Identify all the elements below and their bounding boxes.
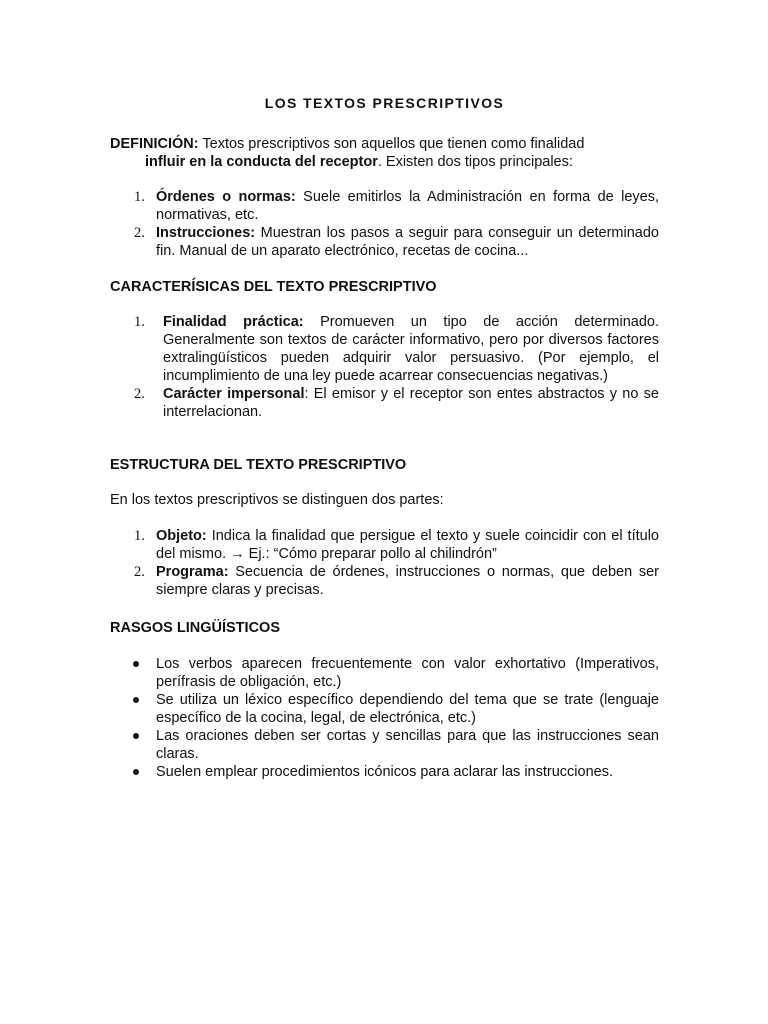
list-number: 1. <box>134 314 145 330</box>
list-number: 2. <box>134 564 145 580</box>
list-number: 1. <box>134 528 145 544</box>
list-number: 2. <box>134 225 145 241</box>
list-term: Objeto: <box>156 528 207 544</box>
bullet-icon <box>133 769 139 775</box>
list-item <box>110 763 659 781</box>
list-text: Las oraciones deben ser cortas y sencillas para que las instrucciones sean claras. <box>156 728 659 762</box>
definition-label: DEFINICIÓN: <box>110 136 199 152</box>
list-term: Finalidad práctica: <box>163 314 304 330</box>
bullet-icon <box>133 697 139 703</box>
list-text: Suele emitirlos la Administración en forma de leyes, normativas, etc. <box>156 189 659 223</box>
definition-second-line <box>110 153 659 171</box>
list-number: 2. <box>134 386 145 402</box>
list-term: Órdenes o normas: <box>156 189 296 205</box>
list-term: Programa: <box>156 564 229 580</box>
bullet-icon <box>133 733 139 739</box>
list-item <box>110 527 659 563</box>
list-text-after: Ej.: “Cómo preparar pollo al chilindrón” <box>244 546 497 562</box>
definition-bold-phrase: influir en la conducta del receptor <box>145 154 378 170</box>
list-text: Secuencia de órdenes, instrucciones o normas, que deben ser siempre claras y precisas. <box>156 564 659 598</box>
structure-list <box>110 527 659 599</box>
list-item <box>110 691 659 727</box>
definition-paragraph <box>110 135 659 171</box>
list-item <box>110 563 659 599</box>
list-number: 1. <box>134 189 145 205</box>
linguistic-features-list <box>110 655 659 781</box>
heading-estructura: ESTRUCTURA DEL TEXTO PRESCRIPTIVO <box>110 457 407 473</box>
list-text: Indica la finalidad que persigue el texto y suele coincidir con el título del mismo. <box>156 528 659 562</box>
list-text: Muestran los pasos a seguir para conseguir un determinado fin. Manual de un aparato electrónico, recetas de cocina... <box>156 225 659 259</box>
bullet-icon <box>133 661 139 667</box>
list-item <box>110 224 659 260</box>
list-text: : El emisor y el receptor son entes abstractos y no se interrelacionan. <box>163 386 659 420</box>
definition-text-2: . Existen dos tipos principales: <box>377 154 573 170</box>
list-item <box>110 313 659 385</box>
arrow-right-icon: → <box>230 546 245 562</box>
heading-rasgos: RASGOS LINGÜÍSTICOS <box>110 620 280 636</box>
list-term: Carácter impersonal <box>163 386 305 402</box>
document-title: LOS TEXTOS PRESCRIPTIVOS <box>264 95 505 111</box>
list-text: Suelen emplear procedimientos icónicos para aclarar las instrucciones. <box>156 764 613 780</box>
definition-text-1: Textos prescriptivos son aquellos que tienen como finalidad <box>198 136 585 152</box>
list-text: Los verbos aparecen frecuentemente con valor exhortativo (Imperativos, perífrasis de obligación, etc.) <box>156 656 659 690</box>
list-text: Promueven un tipo de acción determinado. Generalmente son textos de carácter informativo, pero por diversos factores extralingüísticos pueden adquirir valor persuasivo. (Por ejemplo, el incumplimiento de una ley puede acarrear consecuencias negativas.) <box>163 314 659 384</box>
estructura-intro: En los textos prescriptivos se distinguen dos partes: <box>110 492 444 508</box>
list-item <box>110 188 659 224</box>
list-term: Instrucciones: <box>156 225 256 241</box>
heading-caracteristicas: CARACTERÍSICAS DEL TEXTO PRESCRIPTIVO <box>110 279 437 295</box>
list-item <box>110 727 659 763</box>
list-text: Se utiliza un léxico específico dependiendo del tema que se trate (lenguaje específico de la cocina, legal, de electrónica, etc.) <box>156 692 659 726</box>
list-item <box>110 385 659 421</box>
list-item <box>110 655 659 691</box>
types-list <box>110 188 659 260</box>
characteristics-list <box>110 313 659 421</box>
